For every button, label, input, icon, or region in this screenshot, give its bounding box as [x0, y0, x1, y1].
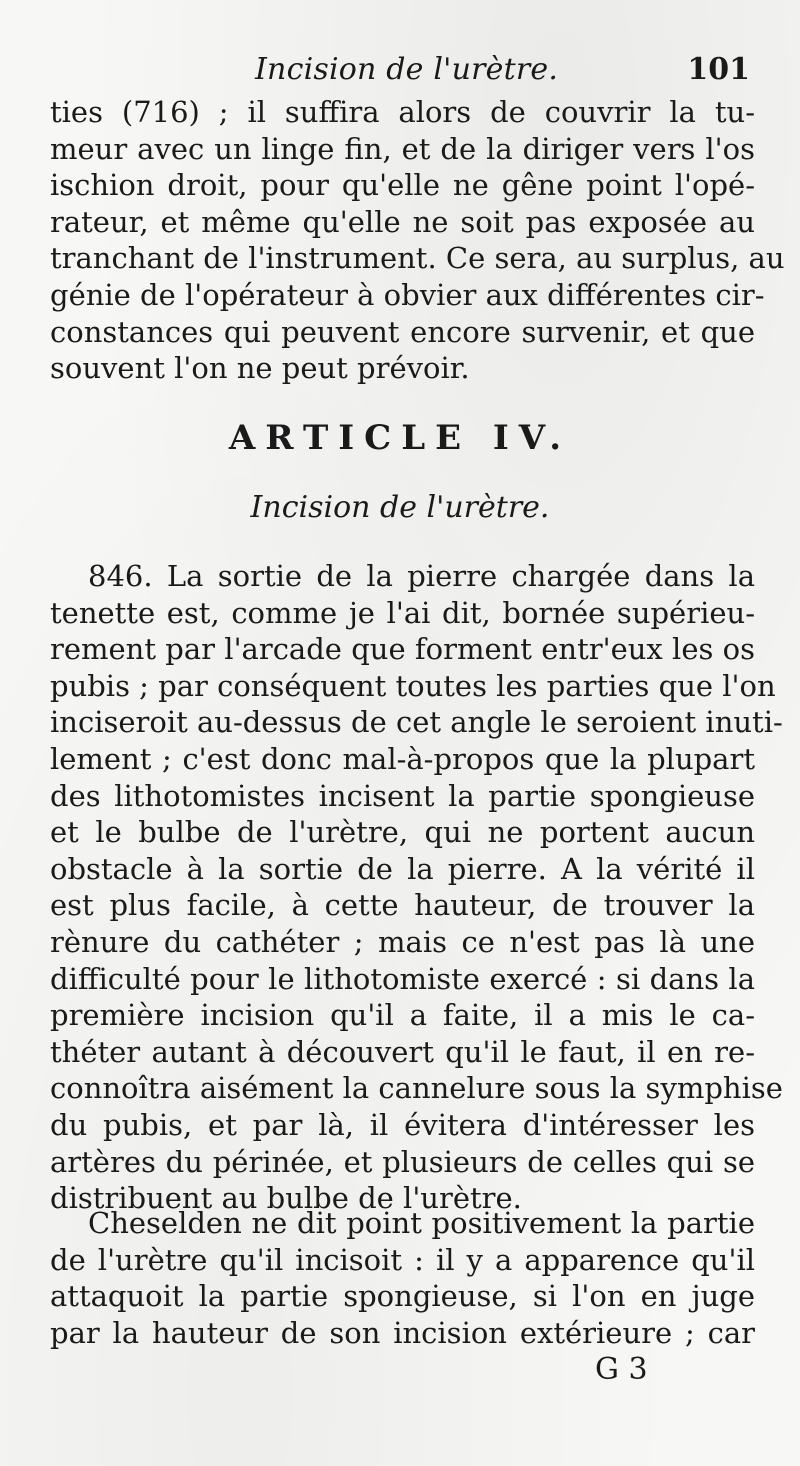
text-line: rateur, et même qu'elle ne soit pas exposée au: [50, 204, 755, 239]
text-line: des lithotomistes incisent la partie spongieuse: [50, 778, 755, 813]
signature-mark: G 3: [595, 1352, 648, 1387]
article-heading: ARTICLE IV.: [228, 418, 572, 458]
text-line: de l'urètre qu'il incisoit : il y a apparence qu'il: [50, 1242, 755, 1277]
paragraph-cheselden: [50, 1205, 755, 1351]
text-line: constances qui peuvent encore survenir, et que: [50, 314, 755, 349]
text-line: rement par l'arcade que forment entr'eux les os: [50, 632, 755, 667]
text-line: du pubis, et par là, il évitera d'intéresser les: [50, 1107, 755, 1142]
text-line: tranchant de l'instrument. Ce sera, au surplus, au: [50, 241, 785, 276]
paragraph-846: [50, 558, 783, 1217]
text-line: attaquoit la partie spongieuse, si l'on en juge: [50, 1279, 755, 1314]
text-line: artères du périnée, et plusieurs de celles qui se: [50, 1144, 755, 1179]
text-line: par la hauteur de son incision extérieure ; car: [50, 1315, 755, 1350]
text-line: ischion droit, pour qu'elle ne gêne point l'opé-: [50, 168, 755, 203]
page-number: 101: [687, 52, 750, 87]
text-line: rènure du cathéter ; mais ce n'est pas là une: [50, 924, 755, 959]
text-line: lement ; c'est donc mal-à-propos que la plupart: [50, 741, 755, 776]
page-header: [60, 52, 750, 92]
section-title: Incision de l'urètre.: [250, 490, 550, 525]
text-line: génie de l'opérateur à obvier aux différentes cir-: [50, 277, 765, 312]
text-line: première incision qu'il a faite, il a mis le ca-: [50, 998, 755, 1033]
text-line: 846. La sortie de la pierre chargée dans la: [88, 559, 755, 593]
running-head: Incision de l'urètre.: [255, 52, 559, 87]
text-line: meur avec un linge fin, et de la diriger vers l'os: [50, 131, 755, 166]
text-line: distribuent au bulbe de l'urètre.: [50, 1181, 522, 1216]
text-line: souvent l'on ne peut prévoir.: [50, 351, 470, 386]
text-line: connoîtra aisément la cannelure sous la symphise: [50, 1071, 783, 1106]
text-line: obstacle à la sortie de la pierre. A la vérité il: [50, 851, 755, 886]
paragraph-1: [50, 94, 785, 387]
text-line: Cheselden ne dit point positivement la partie: [88, 1206, 755, 1240]
text-line: difficulté pour le lithotomiste exercé : si dans la: [50, 961, 755, 996]
text-line: tenette est, comme je l'ai dit, bornée supérieu-: [50, 595, 755, 630]
text-line: ties (716) ; il suffira alors de couvrir la tu-: [50, 95, 755, 129]
text-line: théter autant à découvert qu'il le faut, il en re-: [50, 1034, 755, 1069]
text-line: est plus facile, à cette hauteur, de trouver la: [50, 888, 755, 923]
text-line: et le bulbe de l'urètre, qui ne portent aucun: [50, 815, 755, 850]
text-line: pubis ; par conséquent toutes les parties que l'on: [50, 668, 776, 703]
text-line: inciseroit au-dessus de cet angle le seroient inuti-: [50, 705, 783, 740]
